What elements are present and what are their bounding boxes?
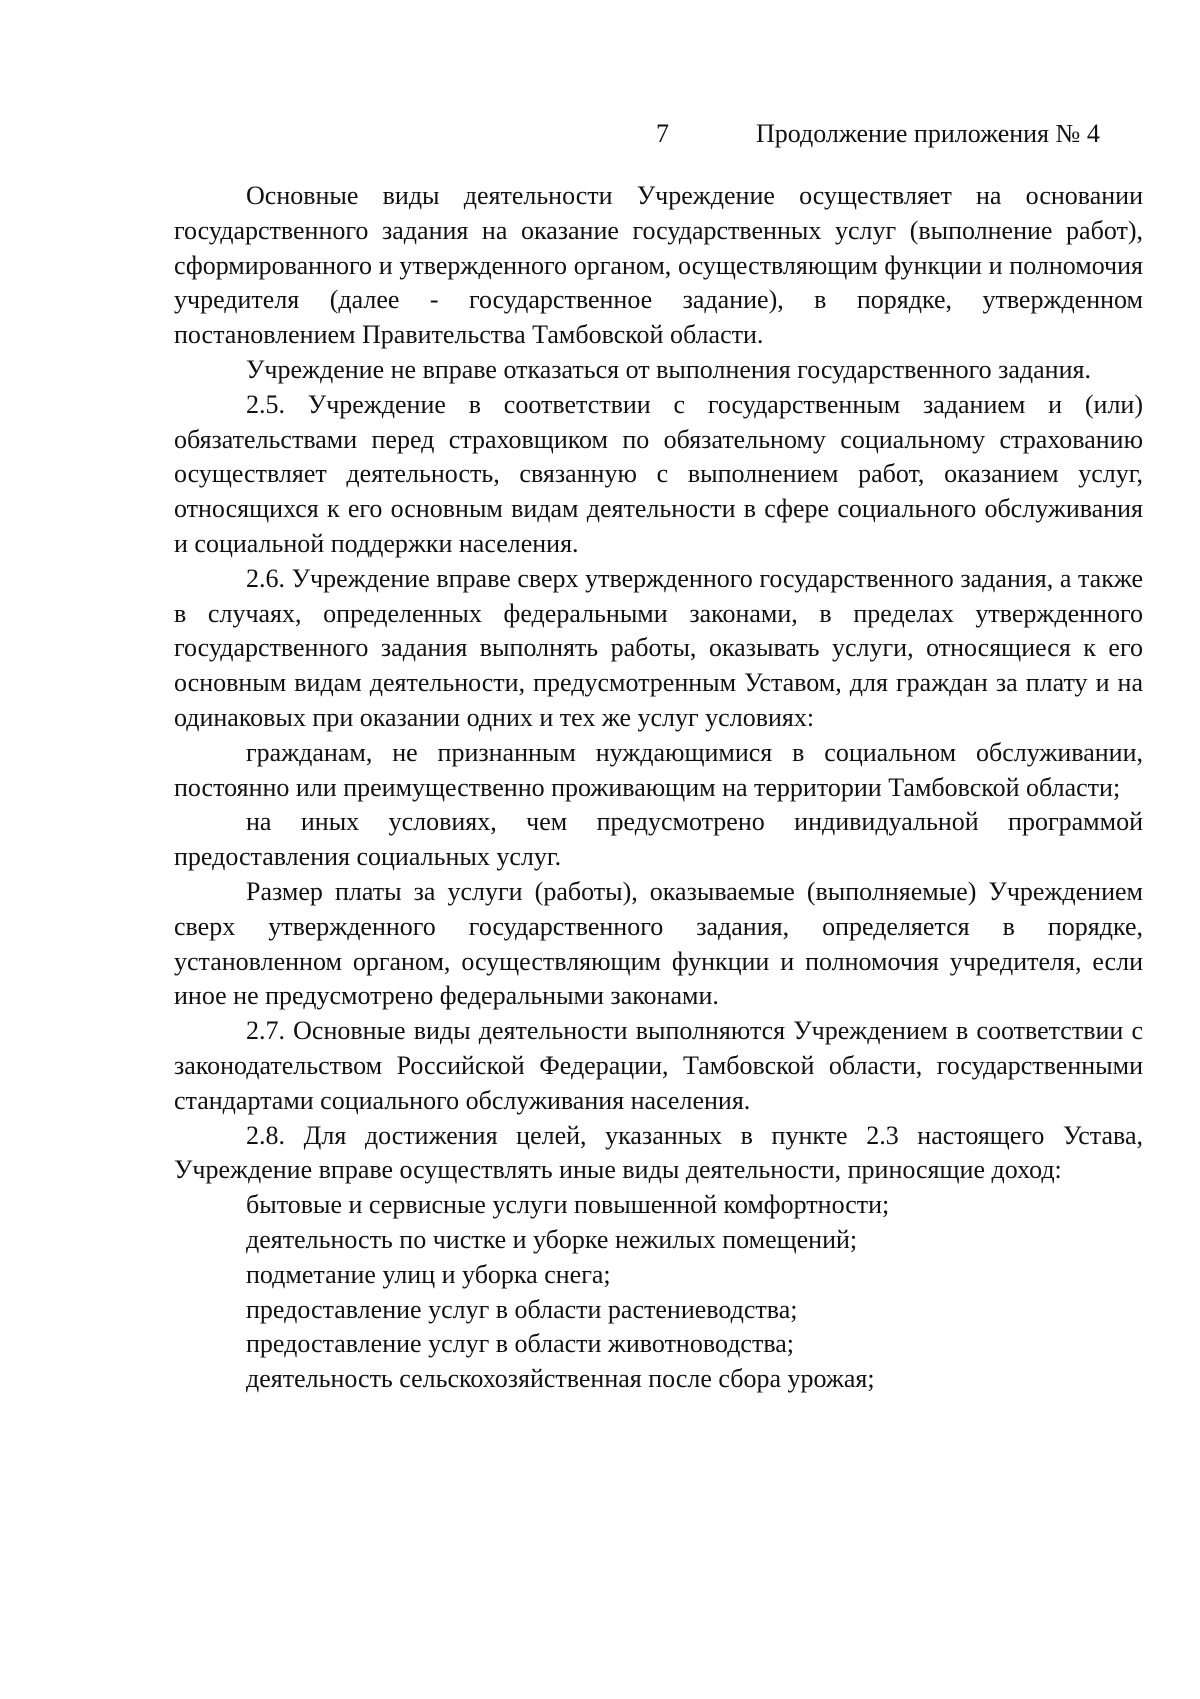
income-activities-list: [174, 1188, 1143, 1397]
paragraph-main-activities-basis: Основные виды деятельности Учреждение осуществляет на основании государственного задания на оказание государственных услуг (выполнение работ), сформированного и утвержденного органом, осуществляющим функции и полномочия учредителя (далее - государственное задание), в порядке, утвержденном постановлением Правительства Тамбовской области.: [174, 181, 1143, 350]
paragraph-other-conditions: на иных условиях, чем предусмотрено индивидуальной программой предоставления социальных услуг.: [174, 807, 1143, 872]
paragraph-citizens-not-in-need: гражданам, не признанным нуждающимися в социальном обслуживании, постоянно или преимущественно проживающим на территории Тамбовской области;: [174, 737, 1143, 802]
paragraph-fee-amount: Размер платы за услуги (работы), оказываемые (выполняемые) Учреждением сверх утвержденного государственного задания, определяется в порядке, установленном органом, осуществляющим функции и полномочия учредителя, если иное не предусмотрено федеральными законами.: [174, 876, 1143, 1011]
paragraph-2-6: 2.6. Учреждение вправе сверх утвержденного государственного задания, а также в случаях, определенных федеральными законами, в пределах утвержденного государственного задания выполнять работы, оказывать услуги, относящиеся к его основным видам деятельности, предусмотренным Уставом, для граждан за плату и на одинаковых при оказании одних и тех же услуг условиях:: [174, 563, 1143, 732]
paragraph-2-7: 2.7. Основные виды деятельности выполняются Учреждением в соответствии с законодательством Российской Федерации, Тамбовской области, государственными стандартами социального обслуживания населения.: [174, 1016, 1143, 1115]
list-item: предоставление услуг в области растениеводства;: [246, 1294, 798, 1324]
list-item: бытовые и сервисные услуги повышенной комфортности;: [246, 1190, 890, 1220]
document-body: [174, 179, 1143, 1397]
paragraph-2-5: 2.5. Учреждение в соответствии с государственным заданием и (или) обязательствами перед страховщиком по обязательному социальному страхованию осуществляет деятельность, связанную с выполнением работ, оказанием услуг, относящихся к его основным видам деятельности в сфере социального обслуживания и социальной поддержки населения.: [174, 389, 1143, 558]
paragraph-2-8: 2.8. Для достижения целей, указанных в пункте 2.3 настоящего Устава, Учреждение вправе осуществлять иные виды деятельности, приносящие доход:: [174, 1120, 1143, 1185]
list-item: деятельность по чистке и уборке нежилых помещений;: [246, 1224, 858, 1254]
appendix-continuation-title: Продолжение приложения № 4: [756, 119, 1100, 148]
list-item: деятельность сельскохозяйственная после сбора урожая;: [246, 1364, 875, 1394]
page-header: [0, 114, 1200, 154]
list-item: подметание улиц и уборка снега;: [246, 1259, 611, 1289]
paragraph-no-refusal: Учреждение не вправе отказаться от выполнения государственного задания.: [246, 354, 1091, 384]
page-number: 7: [656, 119, 669, 148]
list-item: предоставление услуг в области животноводства;: [246, 1329, 795, 1359]
